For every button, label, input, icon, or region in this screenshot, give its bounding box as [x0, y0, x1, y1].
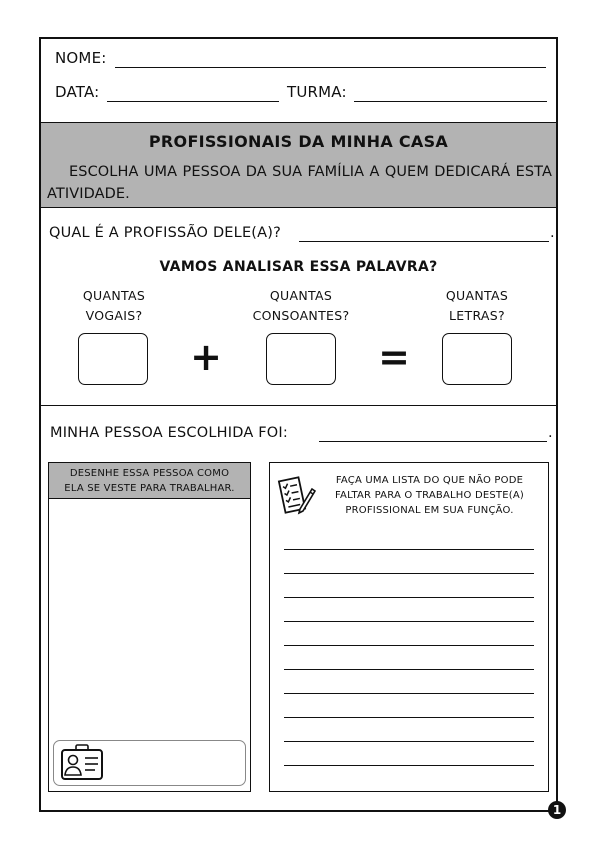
- list-line-4[interactable]: [284, 621, 534, 622]
- page-number: 1: [548, 801, 566, 819]
- divider: [41, 207, 556, 208]
- list-instruction-line-1: FAÇA UMA LISTA DO QUE NÃO PODE: [335, 475, 524, 486]
- list-line-6[interactable]: [284, 669, 534, 670]
- profession-field[interactable]: [299, 241, 549, 242]
- vowels-label-line-2: VOGAIS?: [85, 308, 143, 323]
- instruction-text: ESCOLHA UMA PESSOA DA SUA FAMÍLIA A QUEM DEDICARÁ ESTA ATIVIDADE.: [47, 164, 552, 202]
- list-instruction-line-2: FALTAR PARA O TRABALHO DESTE(A): [335, 490, 524, 501]
- list-line-3[interactable]: [284, 597, 534, 598]
- badge-area: [53, 740, 246, 786]
- drawing-instruction-line-2: ELA SE VESTE PARA TRABALHAR.: [64, 483, 235, 494]
- date-field[interactable]: [107, 101, 279, 102]
- consonants-answer-box[interactable]: [266, 333, 336, 385]
- profession-question: QUAL É A PROFISSÃO DELE(A)?: [49, 225, 282, 241]
- name-label: NOME:: [55, 49, 107, 67]
- list-line-8[interactable]: [284, 717, 534, 718]
- class-label: TURMA:: [287, 83, 347, 101]
- letters-label: [417, 286, 537, 326]
- name-field[interactable]: [115, 67, 546, 68]
- letters-answer-box[interactable]: [442, 333, 512, 385]
- checklist-pencil-icon: [276, 475, 316, 515]
- list-instruction-line-3: PROFISSIONAL EM SUA FUNÇÃO.: [345, 505, 514, 516]
- list-line-5[interactable]: [284, 645, 534, 646]
- worksheet-frame: [39, 37, 558, 812]
- list-line-7[interactable]: [284, 693, 534, 694]
- consonants-label: [241, 286, 361, 326]
- vowels-label: [54, 286, 174, 326]
- class-field[interactable]: [354, 101, 547, 102]
- id-badge-icon: [60, 744, 106, 782]
- plus-sign: +: [190, 335, 222, 379]
- list-area: [269, 462, 549, 792]
- consonants-label-line-2: CONSOANTES?: [252, 308, 350, 323]
- list-line-1[interactable]: [284, 549, 534, 550]
- date-label: DATA:: [55, 83, 100, 101]
- vowels-answer-box[interactable]: [78, 333, 148, 385]
- page-title: PROFISSIONAIS DA MINHA CASA: [148, 132, 449, 151]
- list-line-2[interactable]: [284, 573, 534, 574]
- letters-label-line-1: QUANTAS: [445, 288, 509, 303]
- drawing-area[interactable]: [48, 462, 251, 792]
- list-line-10[interactable]: [284, 765, 534, 766]
- equals-sign: =: [378, 335, 410, 379]
- divider: [41, 405, 556, 406]
- analysis-title: VAMOS ANALISAR ESSA PALAVRA?: [159, 259, 438, 275]
- letters-label-line-2: LETRAS?: [449, 308, 505, 323]
- chosen-person-field[interactable]: [319, 441, 547, 442]
- list-line-9[interactable]: [284, 741, 534, 742]
- list-instruction: [322, 473, 537, 518]
- vowels-label-line-1: QUANTAS: [82, 288, 146, 303]
- drawing-instruction-line-1: DESENHE ESSA PESSOA COMO: [69, 468, 230, 479]
- chosen-person-end-mark: .: [548, 425, 553, 441]
- profession-end-mark: .: [550, 225, 555, 241]
- drawing-area-header: [49, 463, 250, 499]
- consonants-label-line-1: QUANTAS: [269, 288, 333, 303]
- chosen-person-label: MINHA PESSOA ESCOLHIDA FOI:: [50, 425, 288, 441]
